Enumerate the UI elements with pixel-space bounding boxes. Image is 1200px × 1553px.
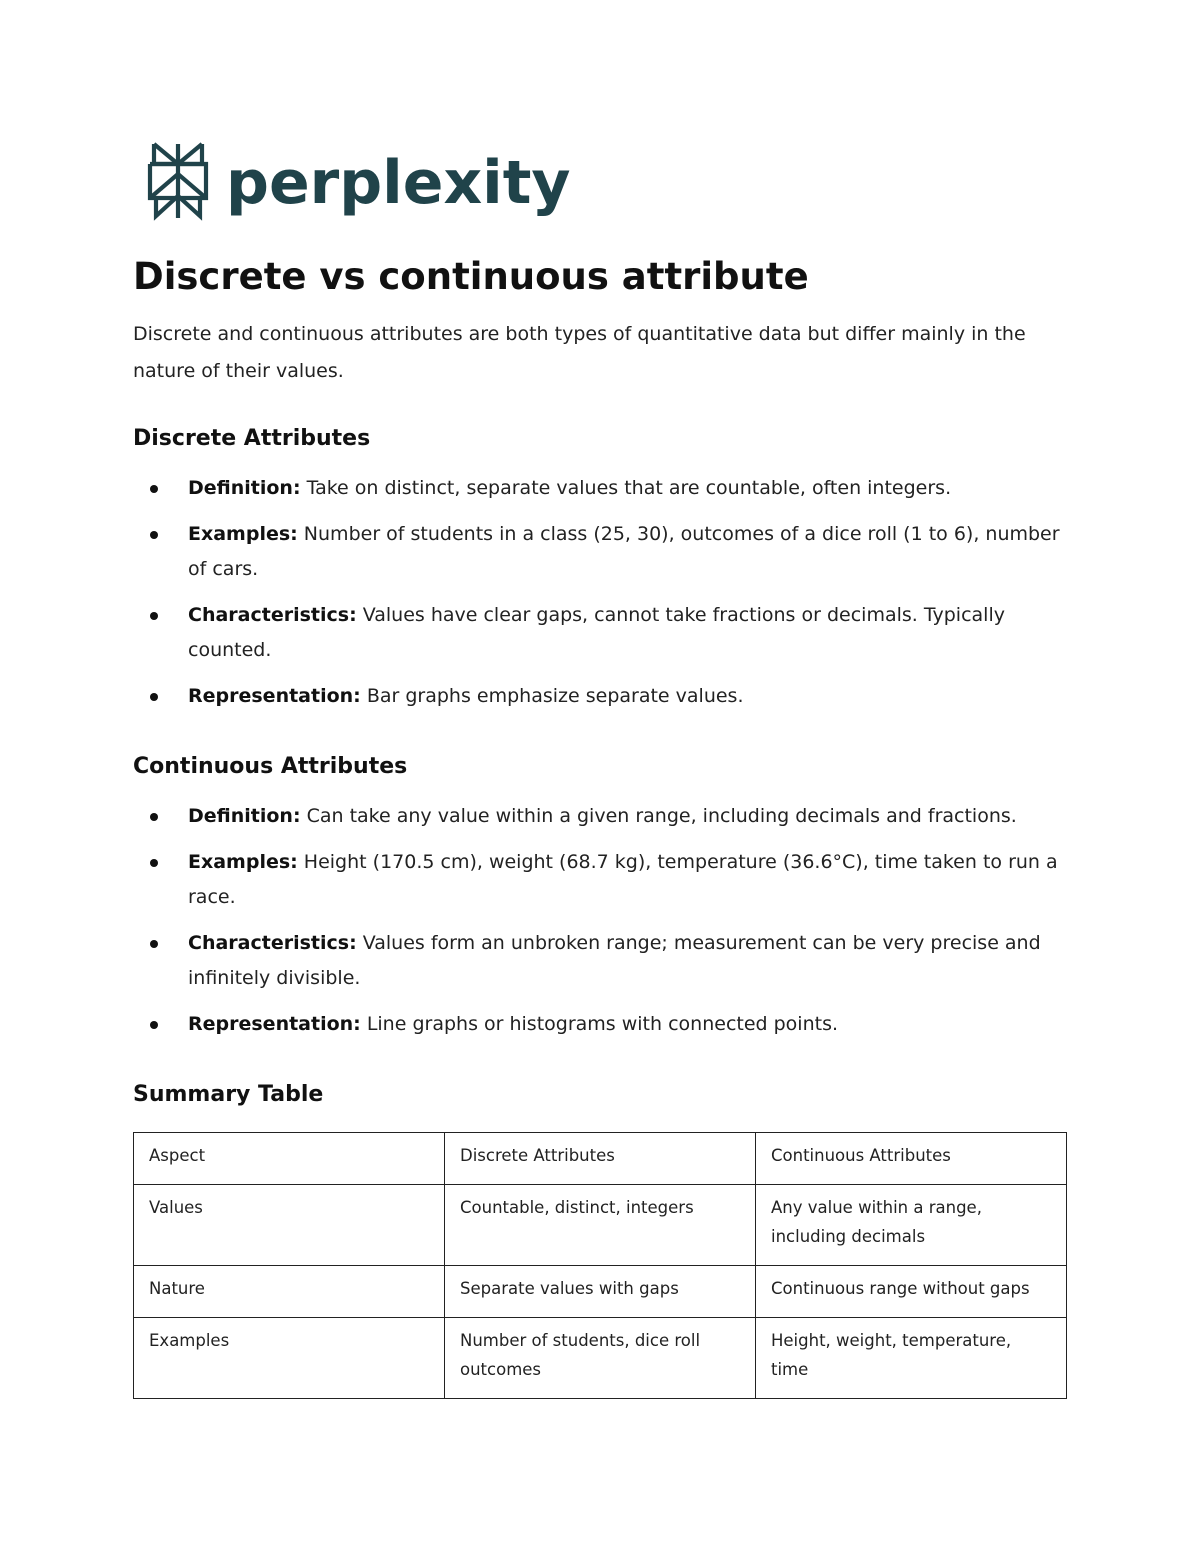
table-cell: Separate values with gaps	[445, 1266, 756, 1318]
summary-heading: Summary Table	[133, 1082, 324, 1107]
table-cell: Aspect	[134, 1133, 445, 1185]
item-label: Definition:	[188, 477, 301, 499]
table-cell: Discrete Attributes	[445, 1133, 756, 1185]
discrete-heading: Discrete Attributes	[133, 426, 371, 451]
item-text: Take on distinct, separate values that are countable, often integers.	[300, 477, 952, 499]
list-item	[133, 1007, 1073, 1042]
table-cell: Nature	[134, 1266, 445, 1318]
table-cell: Continuous Attributes	[756, 1133, 1067, 1185]
table-cell: Any value within a range, including decimals	[756, 1185, 1067, 1266]
table-cell: Values	[134, 1185, 445, 1266]
bullet-icon	[150, 612, 158, 620]
list-item	[133, 598, 1073, 668]
item-text: Height (170.5 cm), weight (68.7 kg), temperature (36.6°C), time taken to run a race.	[188, 851, 1058, 908]
table-cell: Continuous range without gaps	[756, 1266, 1067, 1318]
list-item	[133, 471, 1073, 506]
bullet-icon	[150, 813, 158, 821]
bullet-icon	[150, 940, 158, 948]
item-label: Characteristics:	[188, 604, 357, 626]
item-text: Line graphs or histograms with connected points.	[360, 1013, 839, 1035]
bullet-icon	[150, 531, 158, 539]
table-row	[134, 1318, 1067, 1399]
bullet-icon	[150, 485, 158, 493]
item-label: Examples:	[188, 851, 298, 873]
table-row	[134, 1185, 1067, 1266]
page-title: Discrete vs continuous attribute	[133, 255, 809, 298]
item-label: Definition:	[188, 805, 301, 827]
bullet-icon	[150, 693, 158, 701]
item-text: Values have clear gaps, cannot take fractions or decimals. Typically counted.	[188, 604, 1005, 661]
continuous-list	[133, 799, 1073, 1042]
list-item	[133, 926, 1073, 996]
bullet-icon	[150, 859, 158, 867]
table-cell: Countable, distinct, integers	[445, 1185, 756, 1266]
item-text: Values form an unbroken range; measurement can be very precise and infinitely divisible.	[188, 932, 1041, 989]
bullet-icon	[150, 1021, 158, 1029]
item-text: Number of students in a class (25, 30), outcomes of a dice roll (1 to 6), number of cars.	[188, 523, 1060, 580]
item-label: Examples:	[188, 523, 298, 545]
document-body	[133, 252, 1073, 1399]
list-item	[133, 799, 1073, 834]
discrete-list	[133, 471, 1073, 714]
item-text: Bar graphs emphasize separate values.	[360, 685, 744, 707]
continuous-heading: Continuous Attributes	[133, 754, 408, 779]
list-item	[133, 845, 1073, 915]
list-item	[133, 679, 1073, 714]
item-label: Representation:	[188, 685, 361, 707]
table-cell: Height, weight, temperature, time	[756, 1318, 1067, 1399]
list-item	[133, 517, 1073, 587]
item-label: Characteristics:	[188, 932, 357, 954]
intro-paragraph: Discrete and continuous attributes are both types of quantitative data but differ mainly in the nature of their values.	[133, 323, 1026, 382]
perplexity-wordmark: perplexity	[226, 148, 571, 218]
table-header-row	[134, 1133, 1067, 1185]
table-cell: Number of students, dice roll outcomes	[445, 1318, 756, 1399]
table-cell: Examples	[134, 1318, 445, 1399]
item-text: Can take any value within a given range, including decimals and fractions.	[300, 805, 1017, 827]
perplexity-logo-svg	[146, 140, 571, 222]
perplexity-mark-icon	[150, 144, 206, 218]
table-row	[134, 1266, 1067, 1318]
item-label: Representation:	[188, 1013, 361, 1035]
perplexity-logo	[146, 140, 571, 222]
summary-table	[133, 1132, 1067, 1399]
